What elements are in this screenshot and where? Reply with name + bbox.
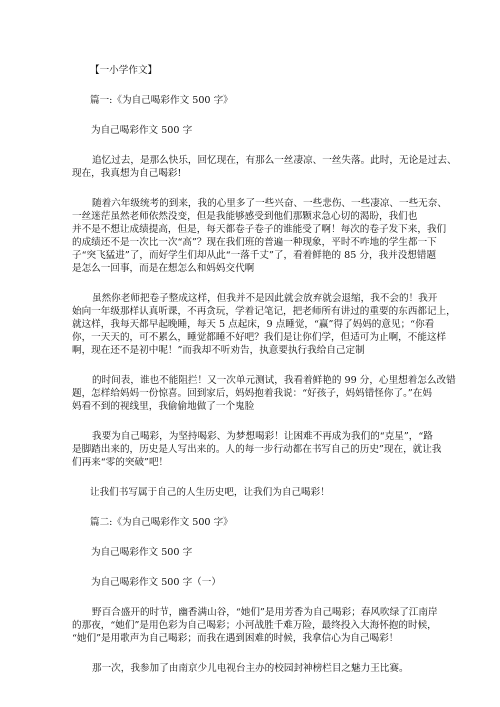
article2-paragraph-2: 那一次，我参加了由南京少儿电视台主办的校园封神榜栏目之魅力王比赛。 [92,663,409,674]
paragraph-line: 野百合盛开的时节，幽香满山谷，“她们”是用芳香为自己喝彩；春风吹绿了江南岸 [92,607,438,618]
paragraph-line: 我要为自己喝彩，为坚持喝彩、为梦想喝彩！让困难不再成为我们的“克星”，“路 [92,431,433,442]
paragraph-line: 是脚踏出来的，历史是人写出来的。人的每一步行动都在书写自己的历史”现在，就让我 [72,444,442,455]
article1-paragraph-1 [72,154,457,180]
paragraph-line: 你，一天天的，可不累么，睡觉都睡不好吧？我们是让你们学，但适可为止啊，不能这样 [72,332,447,343]
paragraph-line: 就这样，我每天都早起晚睡，每天 5 点起床，9 点睡觉，“赢”得了妈妈的意见；“你看 [72,319,435,330]
paragraph-line: 的那夜，“她们”是用色彩为自己喝彩；小河战胜千难万险，最终投入大海怀抱的时候， [72,620,437,631]
article1-paragraph-6: 让我们书写属于自己的人生历史吧，让我们为自己喝彩！ [90,487,330,498]
paragraph-line: 啊，现在还不是初中呢！”而我却不听劝告，执意要执行我给自己定制 [72,345,365,356]
paragraph-line: 虽然你老师把卷子整成这样，但我并不是因此就会放弃就会退缩，我不会的！我开 [92,293,438,304]
paragraph-line: 始向一年级那样认真听课，不再贪玩，学着记笔记，把老师所有讲过的重要的东西都记上， [72,306,456,317]
article1-paragraph-4 [72,374,456,413]
paragraph-line: 的时间表，谁也不能阻拦！又一次单元测试，我看着鲜艳的 99 分，心里想着怎么改错 [92,375,456,386]
article2-heading: 篇二:《为自己喝彩作文 500 字》 [90,517,233,528]
paragraph-line: 是怎么一回事，而是在想怎么和妈妈交代啊 [72,263,255,274]
article2-subtitle-part: 为自己喝彩作文 500 字（一） [91,577,221,588]
article1-heading: 篇一:《为自己喝彩作文 500 字》 [90,95,233,106]
paragraph-line: 妈看不到的视线里，我偷偷地做了一个鬼脸 [72,401,255,412]
paragraph-line: 题，怎样给妈妈一份惊喜。回到家后，妈妈抱着我说：“好孩子，妈妈错怪你了。”在妈 [72,388,432,399]
article1-subtitle: 为自己喝彩作文 500 字 [91,125,193,136]
paragraph-line: 并不是不想让成绩提高，但是，每天都卷子卷子的谁能受了啊！每次的卷子发下来，我们 [72,224,447,235]
article1-paragraph-5 [72,430,442,469]
article2-subtitle: 为自己喝彩作文 500 字 [91,547,193,558]
paragraph-line: 一丝迷茫虽然老师依然没变，但是我能够感受到他们那颗求急心切的渴盼，我们也 [72,211,418,222]
article2-paragraph-1 [72,606,438,645]
paragraph-line: 随着六年级统考的到来，我的心里多了一些兴奋、一些悲伤、一些凄凉、一些无奈、 [92,198,447,209]
paragraph-line: 的成绩还不是一次比一次“高”？现在我们班的普遍一种现象，平时不咋地的学生都一下 [72,237,437,248]
article1-paragraph-2 [72,197,447,275]
paragraph-line: 现在，我真想为自己喝彩! [72,168,182,179]
paragraph-line: 们再来“零的突破”吧！ [72,457,169,468]
section-tag: 【一小学作文】 [90,65,158,76]
paragraph-line: “她们”是用歌声为自己喝彩；而我在遇到困难的时候，我拿信心为自己喝彩！ [72,633,399,644]
paragraph-line: 子“突飞猛进”了，而好学生们却从此“一落千丈”了，看着鲜艳的 85 分，我并没想错题 [72,250,437,261]
paragraph-line: 追忆过去，是那么快乐，回忆现在，有那么一丝凄凉、一丝失落。此时，无论是过去、 [92,155,457,166]
article1-paragraph-3 [72,292,456,357]
